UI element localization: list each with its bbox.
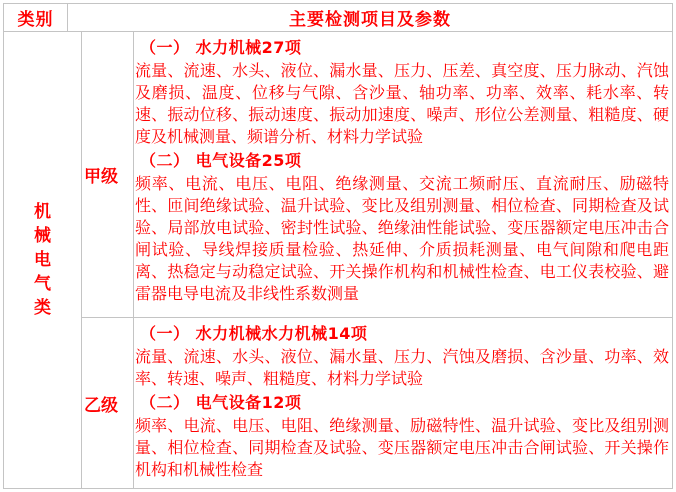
section-heading-jia-2: （二） 电气设备25项	[140, 151, 302, 170]
category-label-vertical: 机械电气类	[34, 202, 51, 318]
category-cell	[4, 32, 82, 488]
content-cell-jia	[134, 32, 672, 317]
section-body-yi-1: 流量、流速、水头、液位、漏水量、压力、汽蚀及磨损、含沙量、功率、效率、转速、噪声、粗糙度、材料力学试验	[135, 347, 669, 388]
section-body-yi-2: 频率、电流、电压、电阻、绝缘测量、励磁特性、温升试验、变比及组别测量、相位检查、同期检查及试验、变压器额定电压冲击合闸试验、开关操作机构和机械性检查	[135, 416, 669, 479]
inspection-items-table	[3, 3, 673, 489]
table-header-row	[4, 4, 672, 32]
section-heading-yi-2: （二） 电气设备12项	[140, 393, 302, 412]
header-cell-category: 类别	[4, 4, 68, 31]
grade-cell-yi: 乙级	[82, 317, 134, 488]
table-body	[4, 32, 672, 488]
section-body-jia-2: 频率、电流、电压、电阻、绝缘测量、交流工频耐压、直流耐压、励磁特性、匝间绝缘试验、温升试验、变比及组别测量、相位检查、同期检查及试验、局部放电试验、密封性试验、绝缘油性能试验、变压器额定电压冲击合闸试验、导线焊接质量检验、热延伸、介质损耗测量、电气间隙和爬电距离、热稳定与动稳定试验、开关操作机构和机械性检查、电工仪表校验、避雷器电导电流及非线性系数测量	[135, 174, 669, 303]
content-cell-yi	[134, 317, 672, 488]
section-heading-jia-1: （一） 水力机械27项	[140, 38, 302, 57]
header-cell-items: 主要检测项目及参数	[289, 10, 451, 30]
section-body-jia-1: 流量、流速、水头、液位、漏水量、压力、压差、真空度、压力脉动、汽蚀及磨损、温度、位移与气隙、含沙量、轴功率、功率、效率、耗水率、转速、振动位移、振动速度、振动加速度、噪声、形位公差测量、粗糙度、硬度及机械测量、频谱分析、材料力学试验	[135, 61, 669, 146]
section-heading-yi-1: （一） 水力机械水力机械14项	[140, 324, 368, 343]
grade-cell-jia: 甲级	[82, 32, 134, 317]
